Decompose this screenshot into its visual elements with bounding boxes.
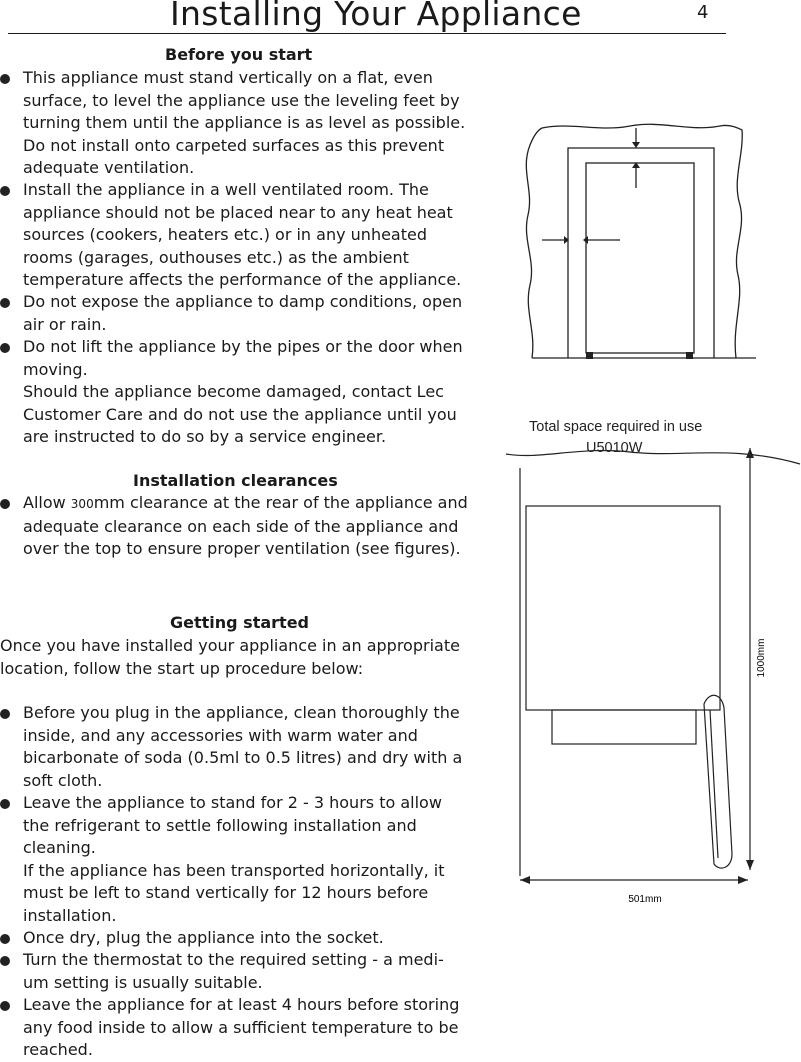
wall-line <box>506 450 800 464</box>
list-item: This appliance must stand vertically on a flat, even surface, to level the appliance use the leveling feet by turning them until the appliance is as level as possible. Do not install onto carpeted surfaces as this prevent adequate ventilation. <box>23 68 466 177</box>
recess-opening <box>568 148 714 358</box>
bullet-icon <box>0 298 10 308</box>
heading-getting-started: Getting started <box>170 613 309 632</box>
arrow-down-icon <box>746 860 754 870</box>
figure-model: U5010W <box>586 440 643 456</box>
appliance-outline <box>586 163 694 353</box>
bullet-icon <box>0 186 10 196</box>
clearance-figure <box>520 110 770 370</box>
bullet-icon <box>0 709 10 719</box>
list-item: Install the appliance in a well ventilated room. The appliance should not be placed near to any heat heat sources (cookers, heaters etc.) or in any unheated rooms (garages, outhouses etc.) as the ambient temperature affects the performance of the appliance. <box>23 180 462 289</box>
foot-left <box>586 352 593 359</box>
page-title: Installing Your Appliance <box>170 0 582 33</box>
heading-before-you-start: Before you start <box>165 45 313 64</box>
list-item: Before you plug in the appliance, clean thoroughly the inside, and any accessories with warm water and bicarbonate of soda (0.5ml to 0.5 litres) and dry with a soft cloth. <box>23 703 463 790</box>
arrow-up-icon <box>746 448 754 458</box>
appliance-body <box>526 506 720 710</box>
arrow-left-icon <box>520 876 530 884</box>
page-number: 4 <box>697 2 709 23</box>
open-door <box>704 695 732 868</box>
space-figure <box>500 440 801 910</box>
recess-wall-outline <box>526 124 742 358</box>
list-item: Do not expose the appliance to damp conditions, open air or rain. <box>23 292 463 334</box>
list-item: Leave the appliance to stand for 2 - 3 hours to allow the refrigerant to settle following installation and cleaning. If the appliance has been transported horizontally, it must be left to stand vertically for 12 hours before installation. <box>23 793 445 925</box>
bullet-icon <box>0 934 10 944</box>
list-item: Allow 300mm clearance at the rear of the appliance and adequate clearance on each side of the appliance and over the top to ensure proper ventilation (see figures). <box>23 493 468 558</box>
list-item: Turn the thermostat to the required setting - a medi- um setting is usually suitable. <box>23 950 444 992</box>
list-item: Do not lift the appliance by the pipes or the door when moving. Should the appliance become damaged, contact Lec Customer Care and do not use the appliance until you are instructed to do so by a service engineer. <box>23 337 463 446</box>
list-item: Leave the appliance for at least 4 hours before storing any food inside to allow a sufficient temperature to be reached. <box>23 995 460 1059</box>
title-rule <box>8 33 726 34</box>
lower-compartment <box>552 710 696 744</box>
figure-caption: Total space required in use <box>529 419 703 435</box>
arrow-down-icon <box>632 142 640 148</box>
clearance-value: 300 <box>70 497 94 511</box>
intro-paragraph: Once you have installed your appliance in an appropriate location, follow the start up procedure below: <box>0 636 460 678</box>
heading-installation-clearances: Installation clearances <box>133 471 338 490</box>
height-label: 1000mm <box>756 638 767 678</box>
foot-right <box>686 352 693 359</box>
bullet-icon <box>0 74 10 84</box>
bullet-icon <box>0 956 10 966</box>
bullet-icon <box>0 499 10 509</box>
width-label: 501mm <box>628 894 662 905</box>
list-item: Once dry, plug the appliance into the socket. <box>23 928 384 947</box>
bullet-icon <box>0 1001 10 1011</box>
bullet-icon <box>0 799 10 809</box>
arrow-right-icon <box>738 876 748 884</box>
bullet-icon <box>0 343 10 353</box>
